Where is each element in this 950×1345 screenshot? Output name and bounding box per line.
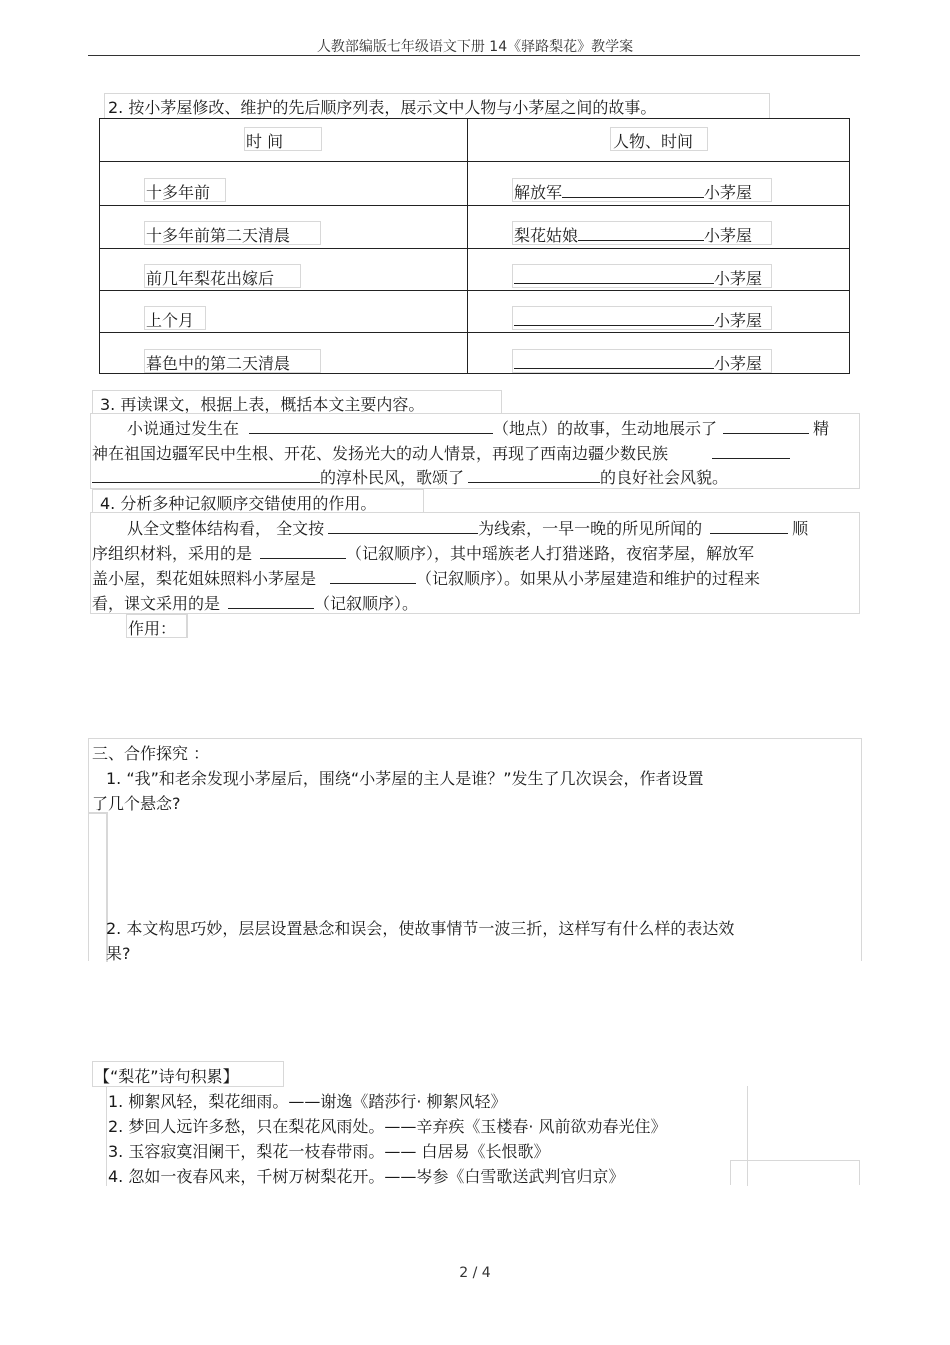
table-cell-time: 十多年前第二天清晨 bbox=[146, 226, 291, 245]
fill-blank[interactable] bbox=[562, 180, 704, 198]
text: 序组织材料，采用的是 bbox=[92, 544, 253, 563]
table-cell-person bbox=[514, 308, 762, 331]
fill-blank[interactable] bbox=[514, 351, 714, 369]
poems-title: 【“梨花”诗句积累】 bbox=[94, 1067, 239, 1086]
fill-blank-location[interactable] bbox=[249, 416, 493, 434]
section3-q1-line1: 1. “我”和老余发现小茅屋后，围绕“小茅屋的主人是谁？”发生了几次误会，作者设置 bbox=[106, 769, 704, 788]
column-header-person: 人物、时间 bbox=[613, 132, 694, 151]
text: 精 bbox=[813, 419, 830, 438]
section3-q2-line1: 2. 本文构思巧妙，层层设置悬念和误会，使故事情节一波三折，这样写有什么样的表达效 bbox=[106, 919, 735, 938]
q4-prompt: 4. 分析多种记叙顺序交错使用的作用。 bbox=[100, 494, 377, 513]
text: 为线索，一早一晚的所见所闻的 bbox=[478, 519, 703, 538]
text: 的淳朴民风，歌颂了 bbox=[320, 468, 465, 487]
table-cell-person bbox=[514, 180, 752, 203]
fill-blank-society[interactable] bbox=[468, 465, 600, 483]
text: 顺 bbox=[792, 519, 809, 538]
section3-q2-line2: 果? bbox=[106, 944, 131, 963]
fill-blank[interactable] bbox=[514, 308, 714, 326]
table-cell-time: 暮色中的第二天清晨 bbox=[146, 354, 291, 373]
fill-blank-narration-1[interactable] bbox=[260, 541, 346, 559]
poems-frame bbox=[730, 1160, 860, 1185]
table-row-divider bbox=[100, 332, 849, 333]
q4-effect-label: 作用： bbox=[128, 619, 177, 638]
story-table bbox=[99, 118, 850, 374]
object-label: 小茅屋 bbox=[714, 354, 763, 373]
q4-line-3 bbox=[92, 566, 760, 589]
text: 从全文整体结构看， 全文按 bbox=[127, 519, 325, 538]
text: 神在祖国边疆军民中生根、开花、发扬光大的动人情景，再现了西南边疆少数民族 bbox=[92, 444, 669, 463]
q3-prompt: 3. 再读课文，根据上表，概括本文主要内容。 bbox=[100, 395, 425, 414]
text: 的良好社会风貌。 bbox=[600, 468, 729, 487]
person-label: 梨花姑娘 bbox=[514, 226, 579, 245]
q3-line-2 bbox=[92, 441, 790, 464]
text: 盖小屋，梨花姐妹照料小茅屋是 bbox=[92, 569, 317, 588]
fill-blank-spirit[interactable] bbox=[723, 416, 809, 434]
fill-blank-clue[interactable] bbox=[328, 516, 478, 534]
table-cell-person bbox=[514, 266, 762, 289]
object-label: 小茅屋 bbox=[704, 183, 753, 202]
column-header-time: 时 间 bbox=[246, 132, 284, 151]
table-cell-time: 前几年梨花出嫁后 bbox=[146, 269, 275, 288]
page-header: 人教部编版七年级语文下册 14《驿路梨花》教学案 bbox=[316, 39, 634, 55]
answer-area-frame bbox=[88, 812, 108, 814]
q3-line-3 bbox=[92, 465, 728, 488]
object-label: 小茅屋 bbox=[704, 226, 753, 245]
table-row-divider bbox=[100, 205, 849, 206]
table-row-divider bbox=[100, 290, 849, 291]
fill-blank-narration-3[interactable] bbox=[228, 591, 314, 609]
fill-blank-ethnic-cont[interactable] bbox=[92, 465, 320, 483]
poem-item: 3. 玉容寂寞泪阑干，梨花一枝春带雨。—— 白居易《长恨歌》 bbox=[108, 1142, 550, 1161]
text: （地点）的故事，生动地展示了 bbox=[493, 419, 718, 438]
fill-blank[interactable] bbox=[578, 223, 704, 241]
table-row-divider bbox=[100, 161, 849, 162]
header-rule bbox=[88, 55, 860, 56]
q2-prompt: 2. 按小茅屋修改、维护的先后顺序列表，展示文中人物与小茅屋之间的故事。 bbox=[108, 98, 657, 117]
poem-item: 1. 柳絮风轻，梨花细雨。——谢逸《踏莎行· 柳絮风轻》 bbox=[108, 1092, 507, 1111]
text: （记叙顺序）。 bbox=[314, 594, 419, 613]
page-number: 2 / 4 bbox=[459, 1265, 491, 1281]
q3-line-1 bbox=[127, 416, 829, 439]
object-label: 小茅屋 bbox=[714, 311, 763, 330]
q4-line-2 bbox=[92, 541, 754, 564]
section3-title: 三、合作探究 ： bbox=[92, 744, 210, 763]
answer-area-frame bbox=[106, 812, 108, 962]
fill-blank-narration-2[interactable] bbox=[330, 566, 416, 584]
text: （记叙顺序），其中瑶族老人打猎迷路，夜宿茅屋，解放军 bbox=[346, 544, 755, 563]
q4-line-1 bbox=[127, 516, 808, 539]
fill-blank-order[interactable] bbox=[710, 516, 788, 534]
table-row-divider bbox=[100, 248, 849, 249]
table-cell-time: 上个月 bbox=[146, 311, 195, 330]
q4-line-4 bbox=[92, 591, 418, 614]
table-cell-time: 十多年前 bbox=[146, 183, 211, 202]
poem-item: 2. 梦回人远许多愁，只在梨花风雨处。——辛弃疾《玉楼春· 风前欲劝春光住》 bbox=[108, 1117, 667, 1136]
poem-item: 4. 忽如一夜春风来，千树万树梨花开。——岑参《白雪歌送武判官归京》 bbox=[108, 1167, 625, 1186]
table-column-divider bbox=[467, 119, 468, 373]
table-cell-person bbox=[514, 223, 752, 246]
object-label: 小茅屋 bbox=[714, 269, 763, 288]
fill-blank[interactable] bbox=[514, 266, 714, 284]
table-cell-person bbox=[514, 351, 762, 374]
person-label: 解放军 bbox=[514, 183, 563, 202]
fill-blank-ethnic[interactable] bbox=[712, 441, 790, 459]
text: （记叙顺序）。如果从小茅屋建造和维护的过程来 bbox=[416, 569, 761, 588]
text: 小说通过发生在 bbox=[127, 419, 240, 438]
section3-q1-line2: 了几个悬念? bbox=[92, 794, 181, 813]
answer-area-frame bbox=[186, 614, 188, 638]
text: 看，课文采用的是 bbox=[92, 594, 221, 613]
